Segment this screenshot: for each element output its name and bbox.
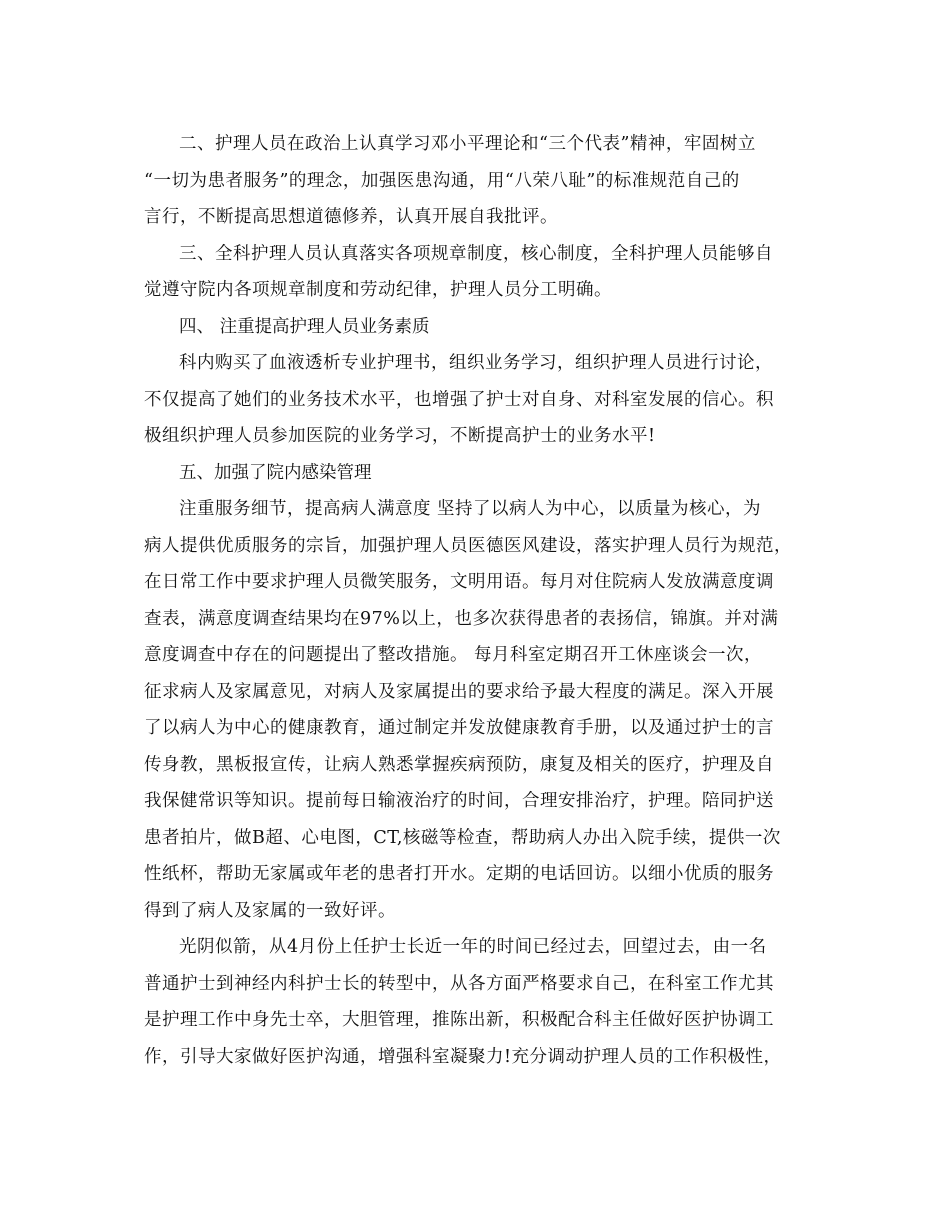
text-line: 在日常工作中要求护理人员微笑服务，文明用语。每月对住院病人发放满意度调 xyxy=(144,572,774,592)
text-line: 注重服务细节，提高病人满意度 坚持了以病人为中心，以质量为核心，为 xyxy=(179,499,762,519)
text-line: 查表，满意度调查结果均在97%以上，也多次获得患者的表扬信，锦旗。并对满 xyxy=(144,608,779,629)
paragraph-head-nurse-reflection xyxy=(144,929,804,1075)
paragraph-political-study xyxy=(144,126,804,236)
text-line: 普通护士到神经内科护士长的转型中，从各方面严格要求自己，在科室工作尤其 xyxy=(144,973,774,994)
paragraph-service-details xyxy=(144,491,804,929)
section-heading-four xyxy=(144,309,804,346)
text-line: 病人提供优质服务的宗旨，加强护理人员医德医风建设，落实护理人员行为规范， xyxy=(144,535,792,556)
text-line: 极组织护理人员参加医院的业务学习，不断提高护士的业务水平! xyxy=(144,426,656,446)
heading-text: 五、加强了院内感染管理 xyxy=(179,462,372,483)
text-line: 不仅提高了她们的业务技术水平，也增强了护士对自身、对科室发展的信心。积 xyxy=(144,389,774,410)
text-line: 作，引导大家做好医护沟通，增强科室凝聚力!充分调动护理人员的工作积极性， xyxy=(144,1046,782,1067)
heading-text: 四、 注重提高护理人员业务素质 xyxy=(179,316,430,337)
text-line: 科内购买了血液透析专业护理书，组织业务学习，组织护理人员进行讨论， xyxy=(179,353,773,373)
text-line: 了以病人为中心的健康教育，通过制定并发放健康教育手册，以及通过护士的言 xyxy=(144,718,774,738)
text-line: 得到了病人及家属的一致好评。 xyxy=(144,900,396,921)
text-line: 光阴似箭，从4月份上任护士长近一年的时间已经过去，回望过去，由一名 xyxy=(179,937,767,957)
text-line: 意度调查中存在的问题提出了整改措施。 每月科室定期召开工休座谈会一次， xyxy=(144,645,763,665)
text-line: 是护理工作中身先士卒，大胆管理，推陈出新，积极配合科主任做好医护协调工 xyxy=(144,1010,774,1030)
text-line: 三、全科护理人员认真落实各项规章制度，核心制度，全科护理人员能够自 xyxy=(179,243,773,264)
paragraph-rules-compliance xyxy=(144,236,804,309)
text-line: 征求病人及家属意见，对病人及家属提出的要求给予最大程度的满足。深入开展 xyxy=(144,681,774,702)
text-line: 我保健常识等知识。提前每日输液治疗的时间，合理安排治疗，护理。陪同护送 xyxy=(144,791,774,811)
text-line: 言行，不断提高思想道德修养，认真开展自我批评。 xyxy=(144,207,558,227)
document-body xyxy=(144,126,804,1075)
text-line: 传身教，黑板报宣传，让病人熟悉掌握疾病预防，康复及相关的医疗，护理及自 xyxy=(144,754,774,775)
paragraph-professional-training xyxy=(144,345,804,455)
text-line: 性纸杯，帮助无家属或年老的患者打开水。定期的电话回访。以细小优质的服务 xyxy=(144,864,774,884)
text-line: 患者拍片，做B超、心电图，CT,核磁等检查，帮助病人办出入院手续，提供一次 xyxy=(144,827,781,848)
text-line: 觉遵守院内各项规章制度和劳动纪律，护理人员分工明确。 xyxy=(144,280,612,300)
text-line: 二、护理人员在政治上认真学习邓小平理论和“三个代表”精神，牢固树立 xyxy=(179,134,756,154)
text-line: “一切为患者服务”的理念，加强医患沟通，用“八荣八耻”的标准规范自己的 xyxy=(144,170,740,191)
section-heading-five xyxy=(144,455,804,492)
